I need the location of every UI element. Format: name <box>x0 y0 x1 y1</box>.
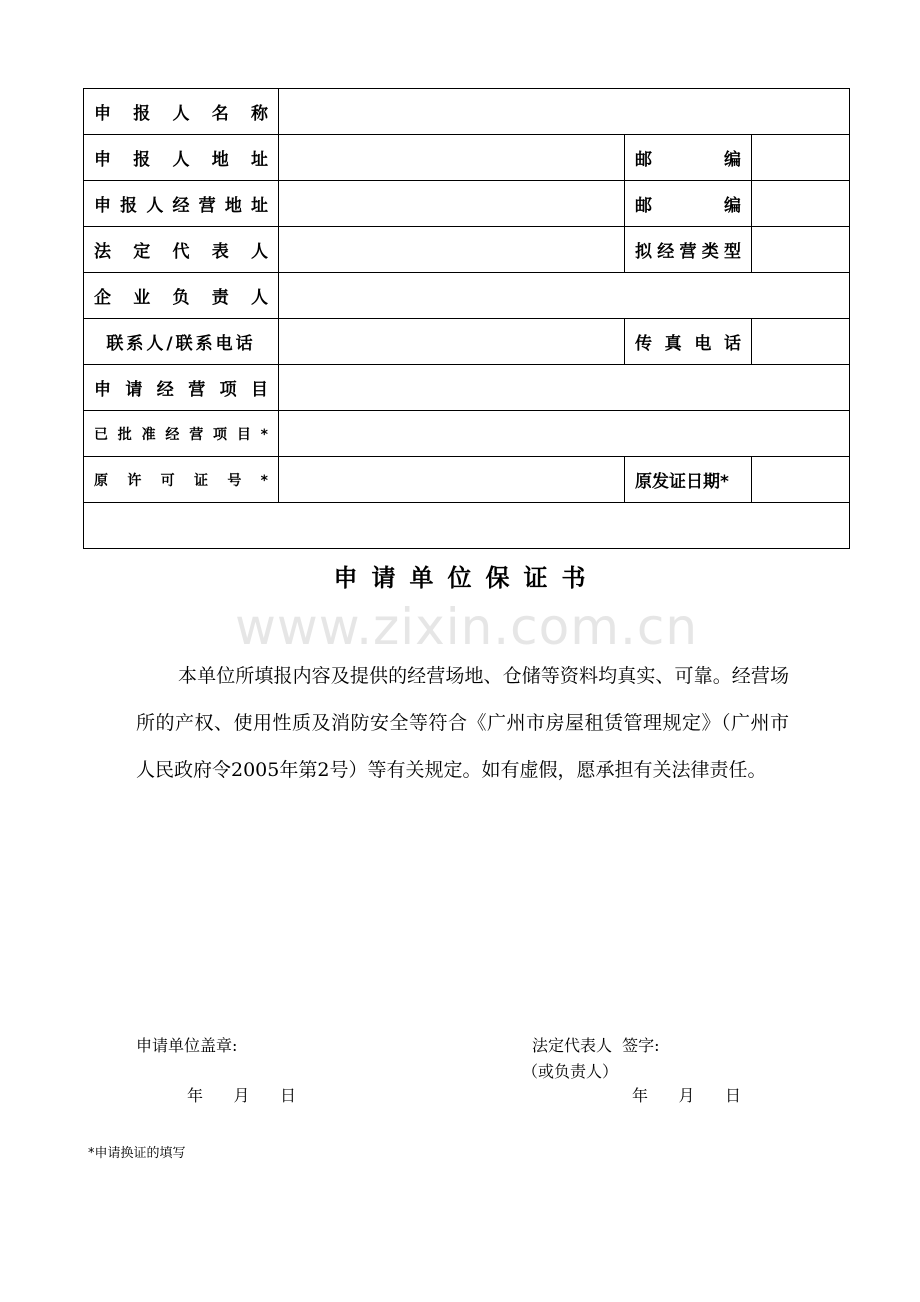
row-license <box>84 457 850 503</box>
row-apply-items <box>84 365 850 411</box>
label-fax: 传真电话 <box>635 334 741 354</box>
guarantee-body: 本单位所填报内容及提供的经营场地、仓储等资料均真实、可靠。经营场所的产权、使用性质及消防安全等符合《广州市房屋租赁管理规定》（广州市人民政府令2005年第2号）等有关规定。如有虚假，愿承担有关法律责任。 <box>136 665 790 781</box>
label-business-type: 拟经营类型 <box>635 242 741 262</box>
label-enterprise-head: 企业负责人 <box>94 288 268 308</box>
guarantee-section <box>84 503 850 1105</box>
row-applicant-address <box>84 135 850 181</box>
label-apply-items: 申请经营项目 <box>94 380 268 400</box>
field-approved-items[interactable] <box>279 411 850 457</box>
date-right: 年 月 日 <box>632 1086 742 1105</box>
date-left: 年 月 日 <box>187 1086 297 1105</box>
label-business-address: 申报人经营地址 <box>94 196 268 216</box>
label-approved-items: 已批准经营项目* <box>94 426 268 443</box>
label-license-no: 原许可证号* <box>94 472 268 489</box>
field-applicant-address[interactable] <box>279 135 625 181</box>
application-form-table <box>83 88 850 1105</box>
row-enterprise-head <box>84 273 850 319</box>
label-applicant-address: 申报人地址 <box>94 150 268 170</box>
field-fax[interactable] <box>752 319 850 365</box>
row-business-address <box>84 181 850 227</box>
footnote: *申请换证的填写 <box>88 1146 186 1161</box>
field-license-no[interactable] <box>279 457 625 503</box>
label-postcode-1: 邮编 <box>635 150 741 170</box>
label-legal-rep: 法定代表人 <box>94 242 268 262</box>
row-legal-rep <box>84 227 850 273</box>
field-postcode-1[interactable] <box>752 135 850 181</box>
field-business-address[interactable] <box>279 181 625 227</box>
field-issue-date[interactable] <box>752 457 850 503</box>
legal-rep-sign-label: 法定代表人 签字: <box>532 1036 660 1055</box>
row-contact <box>84 319 850 365</box>
field-enterprise-head[interactable] <box>279 273 850 319</box>
responsible-person-label: （或负责人） <box>522 1062 619 1081</box>
row-guarantee <box>84 503 850 549</box>
field-business-type[interactable] <box>752 227 850 273</box>
label-postcode-2: 邮编 <box>635 196 741 216</box>
row-applicant-name <box>84 89 850 135</box>
label-contact: 联系人/联系电话 <box>84 319 279 365</box>
field-applicant-name[interactable] <box>279 89 850 135</box>
row-approved-items <box>84 411 850 457</box>
field-legal-rep[interactable] <box>279 227 625 273</box>
guarantee-title: 申请单位保证书 <box>333 564 600 592</box>
label-issue-date: 原发证日期* <box>625 457 752 503</box>
label-applicant-name: 申报人名称 <box>94 104 268 124</box>
field-postcode-2[interactable] <box>752 181 850 227</box>
seal-label: 申请单位盖章: <box>136 1036 238 1055</box>
watermark: www.zixin.com.cn <box>234 598 699 656</box>
field-apply-items[interactable] <box>279 365 850 411</box>
field-contact[interactable] <box>279 319 625 365</box>
